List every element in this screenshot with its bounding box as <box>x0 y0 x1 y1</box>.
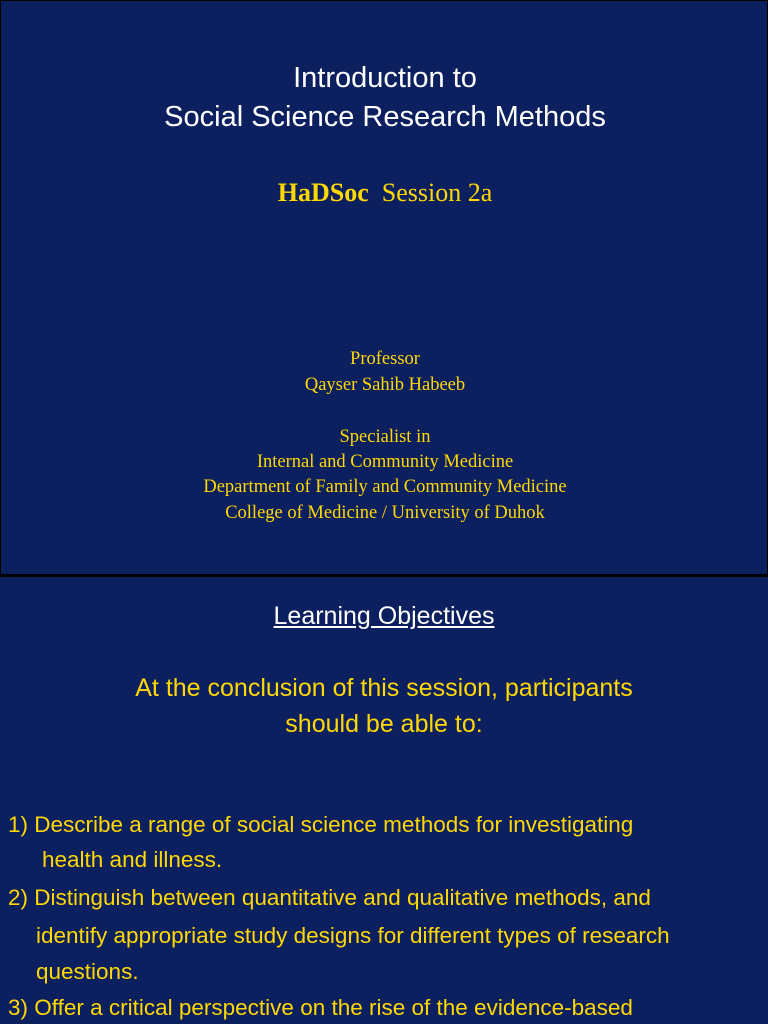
intro-line-1: At the conclusion of this session, participants <box>135 674 633 702</box>
objective-1-line-1: 1) Describe a range of social science methods for investigating <box>8 812 634 837</box>
session-brand: HaDSoc <box>277 178 369 207</box>
department: Department of Family and Community Medicine <box>203 477 567 497</box>
objective-2-line-1: 2) Distinguish between quantitative and qualitative methods, and <box>8 885 651 910</box>
title-line-2: Social Science Research Methods <box>164 101 606 133</box>
intro-line-2: should be able to: <box>285 710 483 738</box>
session-number: Session 2a <box>381 178 493 207</box>
institution: College of Medicine / University of Duhok <box>225 503 545 523</box>
title-line-1: Introduction to <box>293 62 477 94</box>
objectives-slide <box>0 577 768 1024</box>
learning-objectives-heading: Learning Objectives <box>273 602 495 630</box>
objective-2-line-2: identify appropriate study designs for different types of research <box>36 923 670 948</box>
objective-2-line-3: questions. <box>36 959 139 984</box>
objective-3-line-1: 3) Offer a critical perspective on the rise of the evidence-based <box>8 995 633 1020</box>
session-label <box>1 177 768 209</box>
presenter-role: Professor <box>350 349 420 369</box>
specialty-label: Specialist in <box>339 427 431 447</box>
objective-1-line-2: health and illness. <box>42 847 223 872</box>
specialty: Internal and Community Medicine <box>256 452 514 472</box>
presenter-name: Qayser Sahib Habeeb <box>304 375 466 395</box>
